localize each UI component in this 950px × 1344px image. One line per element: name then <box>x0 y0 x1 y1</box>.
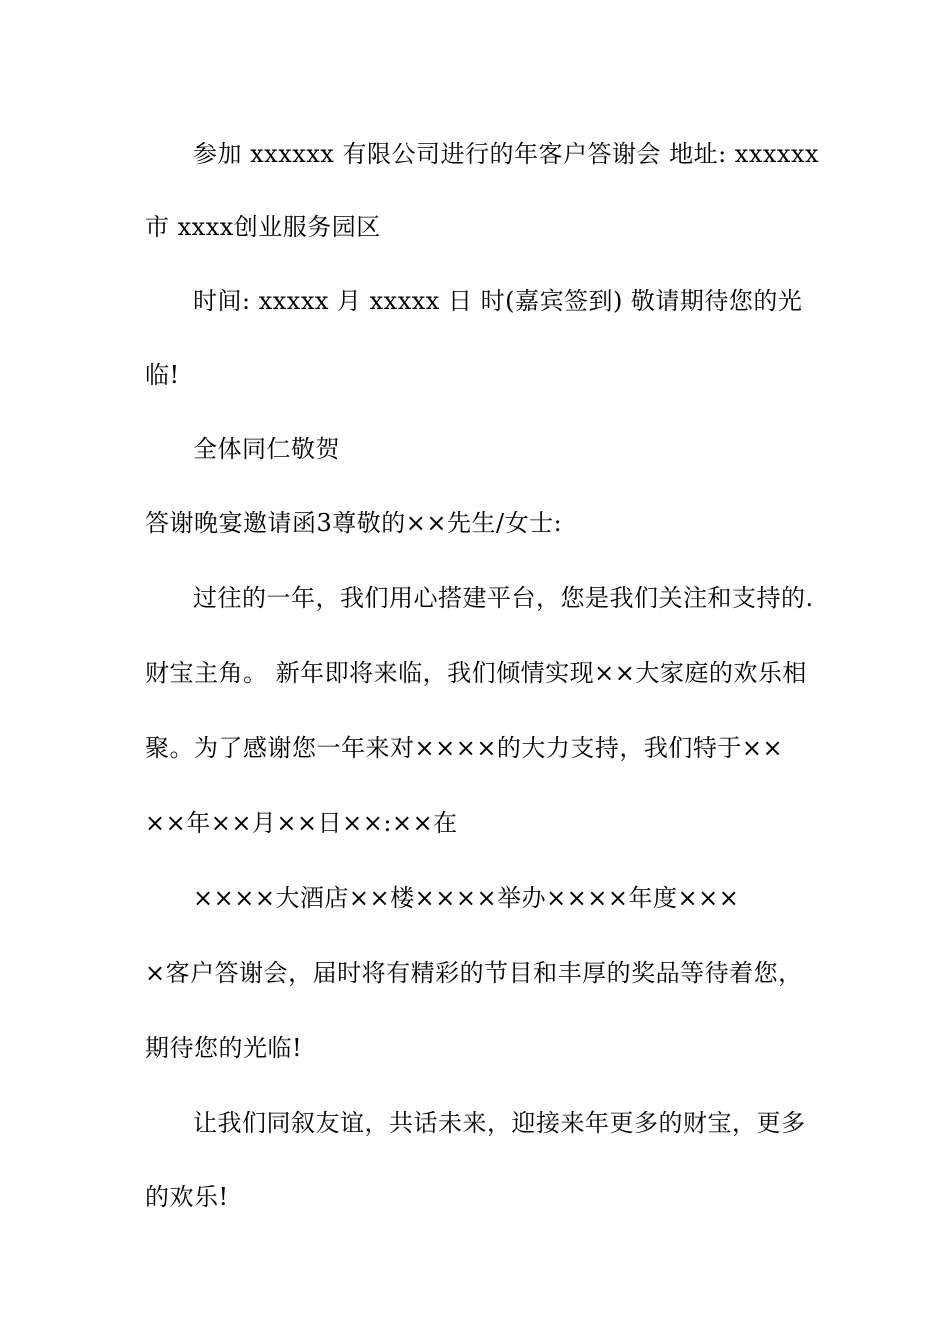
paragraph-line-time-end: 临! <box>145 361 180 389</box>
paragraph-line-event: 参加 xxxxxx 有限公司进行的年客户答谢会 地址: xxxxxx <box>193 140 820 168</box>
paragraph-line: 期待您的光临! <box>145 1034 303 1062</box>
letter-heading: 答谢晚宴邀请函3尊敬的××先生/女士: <box>145 509 563 537</box>
signature-line: 全体同仁敬贺 <box>193 435 340 463</box>
paragraph-line-time: 时间: xxxxx 月 xxxxx 日 时(嘉宾签到) 敬请期待您的光 <box>193 287 803 315</box>
paragraph-line: ×客户答谢会，届时将有精彩的节目和丰厚的奖品等待着您， <box>145 959 803 987</box>
paragraph-line: 让我们同叙友谊，共话未来，迎接来年更多的财宝，更多 <box>193 1109 806 1137</box>
paragraph-line: ××年××月××日××:××在 <box>145 809 458 837</box>
paragraph-line-address: 市 xxxx创业服务园区 <box>145 213 381 241</box>
paragraph-line: 聚。为了感谢您一年来对××××的大力支持，我们特于×× <box>145 734 784 762</box>
paragraph-line: ××××大酒店××楼××××举办××××年度××× <box>193 884 740 912</box>
paragraph-line: 过往的一年，我们用心搭建平台，您是我们关注和支持的. <box>193 584 814 612</box>
paragraph-line: 财宝主角。 新年即将来临，我们倾情实现××大家庭的欢乐相 <box>145 659 807 687</box>
paragraph-line: 的欢乐! <box>145 1183 229 1211</box>
